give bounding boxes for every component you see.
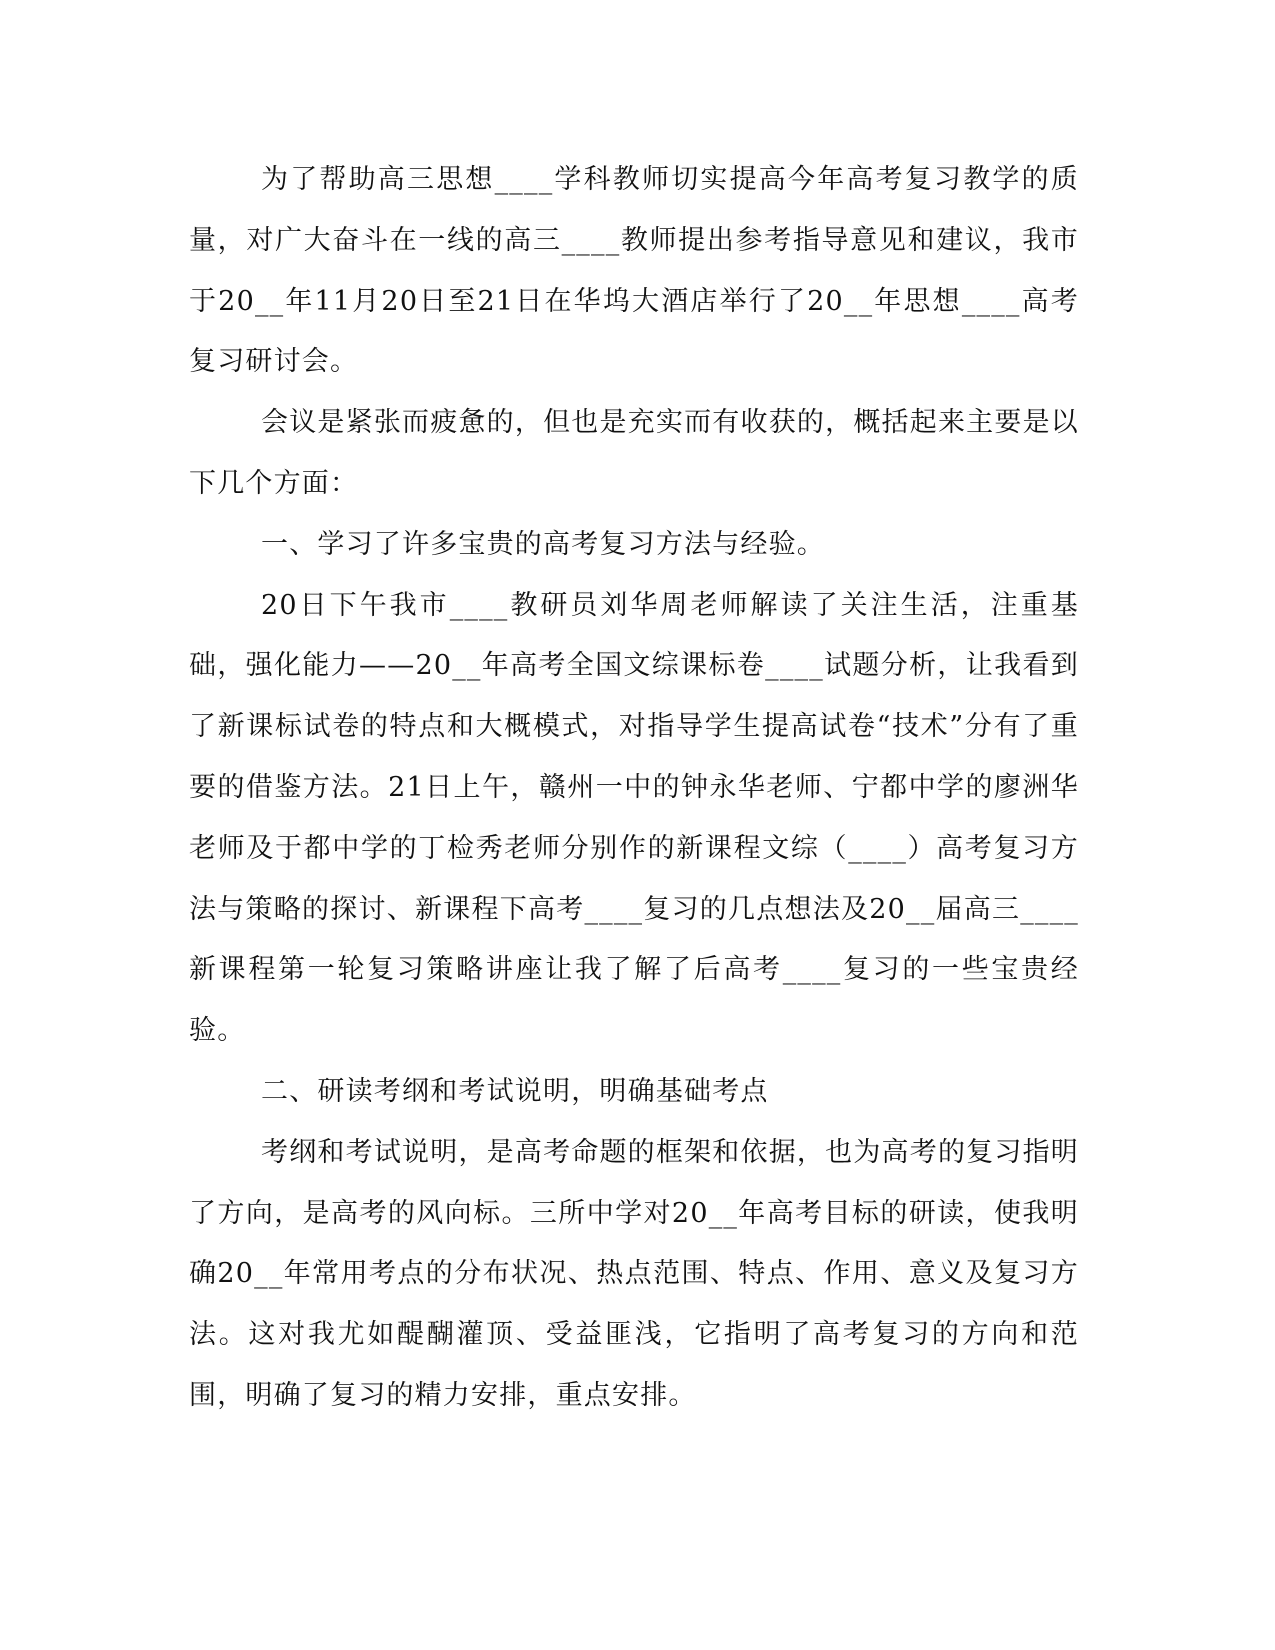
section-heading-1: 一、学习了许多宝贵的高考复习方法与经验。 xyxy=(261,528,825,560)
paragraph-section-2-body: 考纲和考试说明，是高考命题的框架和依据，也为高考的复习指明了方向，是高考的风向标。三所中学对20__年高考目标的研读，使我明确20__年常用考点的分布状况、热点范围、特点、作用、意义及复习方法。这对我尤如醍醐灌顶、受益匪浅，它指明了高考复习的方向和范围，明确了复习的精力安排，重点安排。 xyxy=(189,1136,1079,1411)
paragraph-intro: 为了帮助高三思想____学科教师切实提高今年高考复习教学的质量，对广大奋斗在一线的高三____教师提出参考指导意见和建议，我市于20__年11月20日至21日在华坞大酒店举行了20__年思想____高考复习研讨会。 xyxy=(189,164,1079,378)
section-heading-2: 二、研读考纲和考试说明，明确基础考点 xyxy=(261,1075,769,1107)
paragraph-summary: 会议是紧张而疲惫的，但也是充实而有收获的，概括起来主要是以下几个方面： xyxy=(189,407,1079,499)
paragraph-section-1-body: 20日下午我市____教研员刘华周老师解读了关注生活，注重基础，强化能力——20__年高考全国文综课标卷____试题分析，让我看到了新课标试卷的特点和大概模式，对指导学生提高试卷“技术”分有了重要的借鉴方法。21日上午，赣州一中的钟永华老师、宁都中学的廖洲华老师及于都中学的丁检秀老师分别作的新课程文综（____）高考复习方法与策略的探讨、新课程下高考____复习的几点想法及20__届高三____新课程第一轮复习策略讲座让我了解了后高考____复习的一些宝贵经验。 xyxy=(189,589,1079,1047)
document-body xyxy=(189,150,1079,1427)
